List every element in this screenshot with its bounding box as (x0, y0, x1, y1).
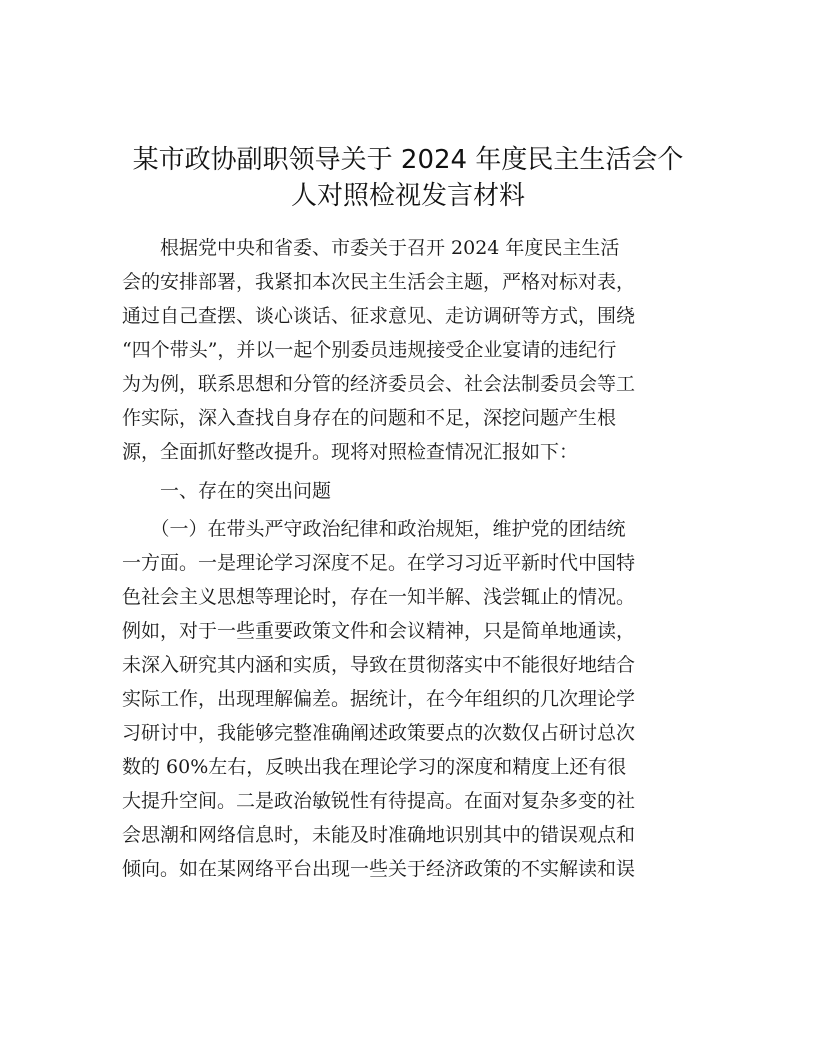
body-line: 数的 60%左右，反映出我在理论学习的深度和精度上还有很 (122, 756, 627, 778)
body-line: 例如，对于一些重要政策文件和会议精神，只是简单地通读， (122, 620, 636, 642)
body-line: 倾向。如在某网络平台出现一些关于经济政策的不实解读和误 (122, 858, 636, 880)
body-line: 作实际，深入查找自身存在的问题和不足，深挖问题产生根 (122, 407, 617, 429)
body-line: 通过自己查摆、谈心谈话、征求意见、走访调研等方式，围绕 (122, 305, 636, 327)
body-line: 会思潮和网络信息时，未能及时准确地识别其中的错误观点和 (122, 824, 636, 846)
body-line: 根据党中央和省委、市委关于召开 2024 年度民主生活 (122, 237, 620, 259)
document-body (122, 231, 694, 886)
body-line: 大提升空间。二是政治敏锐性有待提高。在面对复杂多变的社 (122, 790, 636, 812)
body-line: 未深入研究其内涵和实质，导致在贯彻落实中不能很好地结合 (122, 654, 636, 676)
body-line: 习研讨中，我能够完整准确阐述政策要点的次数仅占研讨总次 (122, 722, 636, 744)
section-heading: 一、存在的突出问题 (122, 480, 332, 502)
body-line: 色社会主义思想等理论时，存在一知半解、浅尝辄止的情况。 (122, 586, 636, 608)
body-line: 源，全面抓好整改提升。现将对照检查情况汇报如下： (122, 441, 579, 463)
title-line-1: 某市政协副职领导关于 2024 年度民主生活会个 (132, 145, 684, 175)
body-line: （一）在带头严守政治纪律和政治规矩，维护党的团结统 (122, 518, 626, 540)
body-line: 会的安排部署，我紧扣本次民主生活会主题，严格对标对表， (122, 271, 636, 293)
document-title (100, 142, 716, 214)
title-line-2: 人对照检视发言材料 (290, 181, 525, 211)
body-line: 实际工作，出现理解偏差。据统计，在今年组织的几次理论学 (122, 688, 636, 710)
body-line: 一方面。一是理论学习深度不足。在学习习近平新时代中国特 (122, 552, 636, 574)
body-line: 为为例，联系思想和分管的经济委员会、社会法制委员会等工 (122, 373, 636, 395)
body-line: “四个带头”，并以一起个别委员违规接受企业宴请的违纪行 (122, 339, 617, 361)
